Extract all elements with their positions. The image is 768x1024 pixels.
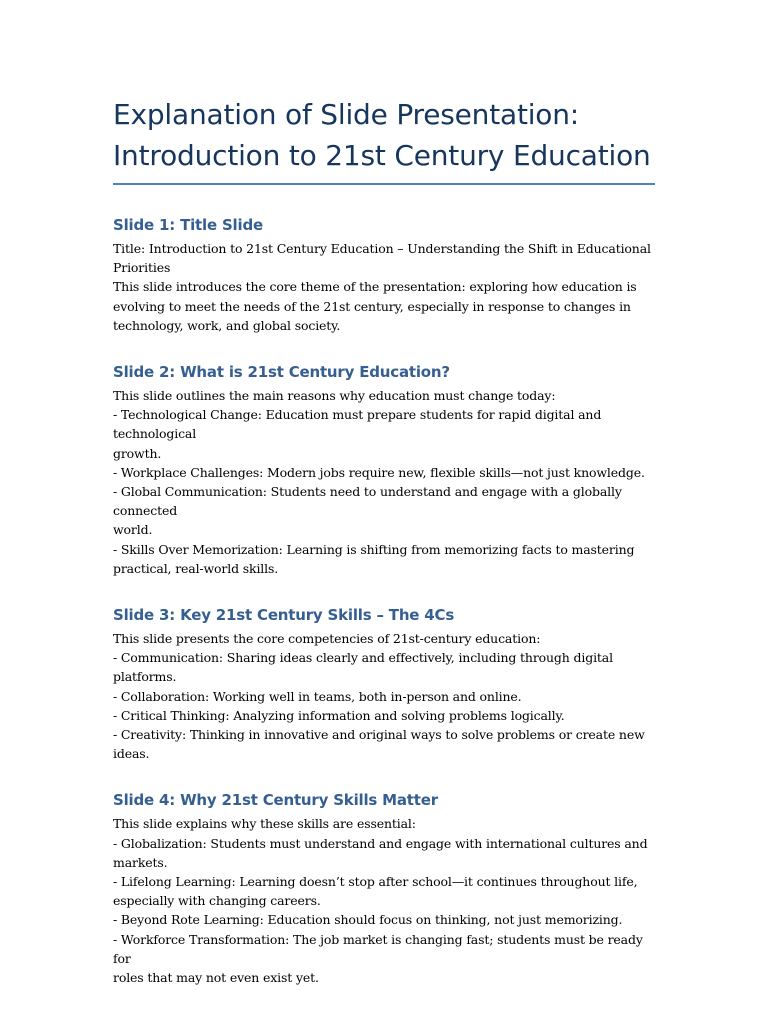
document-page [113, 94, 658, 987]
section-heading: Slide 1: Title Slide [113, 216, 263, 234]
section-body [113, 239, 658, 335]
body-line: - Communication: Sharing ideas clearly and effectively, including through digital platforms. [113, 650, 613, 685]
body-line: This slide outlines the main reasons why education must change today: [113, 388, 556, 404]
title-divider [113, 183, 655, 185]
body-line: Priorities [113, 260, 171, 276]
body-line: - Technological Change: Education must prepare students for rapid digital and technological [113, 407, 602, 442]
body-line: roles that may not even exist yet. [113, 970, 319, 986]
body-line: - Creativity: Thinking in innovative and original ways to solve problems or create new ideas. [113, 727, 645, 762]
section-body [113, 814, 658, 987]
body-line: - Globalization: Students must understand and engage with international cultures and [113, 835, 648, 851]
body-line: world. [113, 522, 153, 538]
body-line: especially with changing careers. [113, 893, 321, 909]
body-line: This slide introduces the core theme of the presentation: exploring how education is [113, 279, 637, 295]
body-line: growth. [113, 445, 162, 461]
section-slide-4 [113, 790, 658, 987]
body-line: evolving to meet the needs of the 21st century, especially in response to changes in [113, 298, 631, 314]
section-heading: Slide 2: What is 21st Century Education? [113, 363, 450, 382]
section-heading: Slide 3: Key 21st Century Skills – The 4Cs [113, 606, 455, 625]
body-line: - Workplace Challenges: Modern jobs require new, flexible skills—not just knowledge. [113, 464, 645, 480]
body-line: technology, work, and global society. [113, 317, 341, 333]
body-line: markets. [113, 854, 168, 870]
body-line: Title: Introduction to 21st Century Education – Understanding the Shift in Educational [113, 241, 651, 256]
document-title-line-1: Explanation of Slide Presentation: [113, 98, 580, 131]
section-slide-1 [113, 215, 658, 335]
section-body [113, 629, 658, 763]
body-line: - Skills Over Memorization: Learning is shifting from memorizing facts to mastering [113, 541, 635, 557]
section-slide-2 [113, 362, 658, 578]
body-line: practical, real-world skills. [113, 560, 279, 576]
body-line: - Global Communication: Students need to understand and engage with a globally connected [113, 484, 622, 519]
body-line: This slide presents the core competencies of 21st-century education: [113, 631, 541, 647]
document-title-line-2: Introduction to 21st Century Education [113, 139, 651, 172]
section-heading: Slide 4: Why 21st Century Skills Matter [113, 791, 438, 810]
document-title [113, 94, 658, 176]
body-line: - Collaboration: Working well in teams, both in-person and online. [113, 688, 522, 704]
section-slide-3 [113, 605, 658, 763]
body-line: This slide explains why these skills are essential: [113, 816, 416, 832]
section-body [113, 386, 658, 578]
body-line: - Critical Thinking: Analyzing information and solving problems logically. [113, 707, 565, 723]
body-line: - Workforce Transformation: The job market is changing fast; students must be ready for [113, 931, 643, 966]
body-line: - Lifelong Learning: Learning doesn’t stop after school—it continues throughout life, [113, 874, 638, 890]
body-line: - Beyond Rote Learning: Education should focus on thinking, not just memorizing. [113, 912, 623, 928]
